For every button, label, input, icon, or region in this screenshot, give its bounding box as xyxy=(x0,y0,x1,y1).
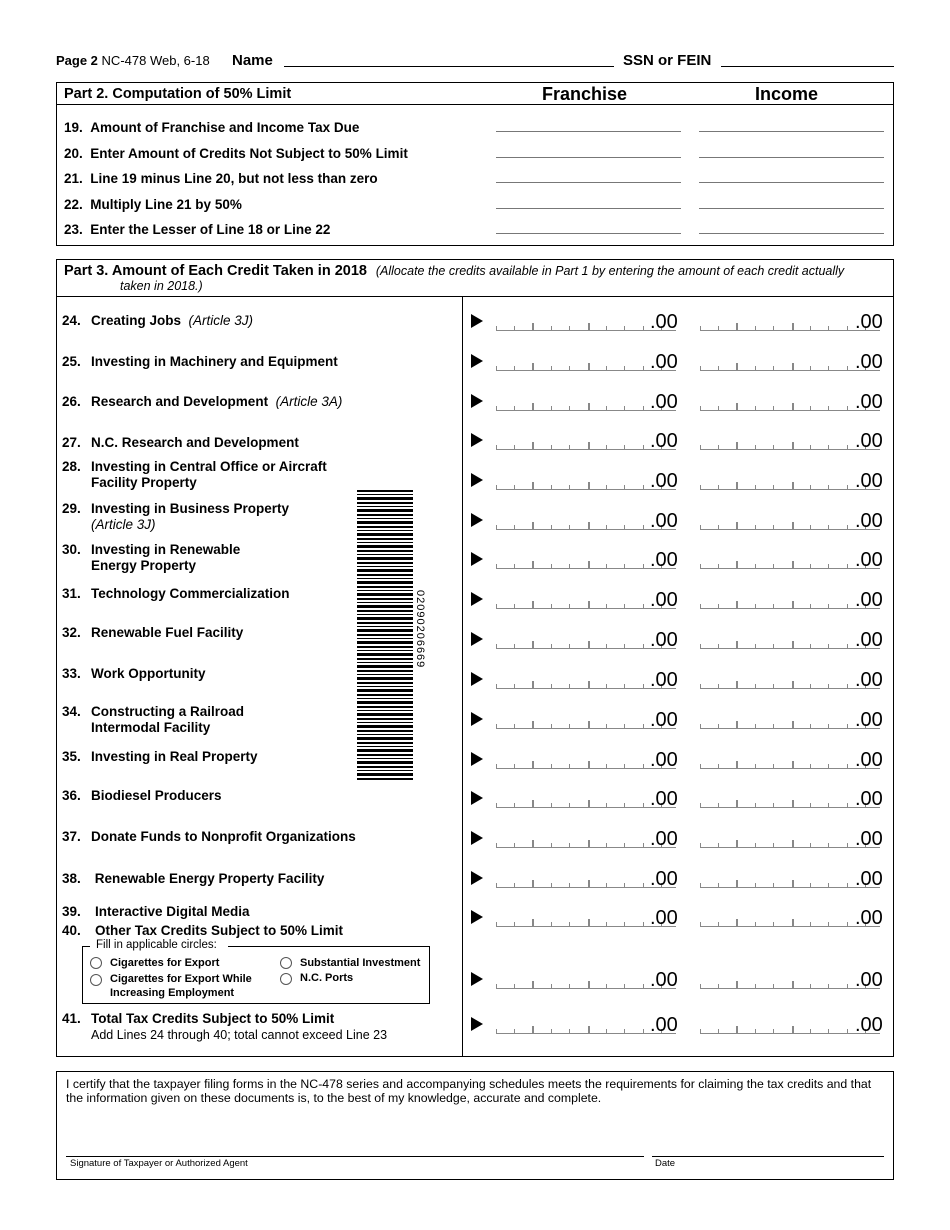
line-31-income-cents: .00 xyxy=(855,589,883,611)
line-25-franchise-field[interactable] xyxy=(496,362,676,371)
arrow-icon xyxy=(471,910,483,924)
part2-title: Part 2. Computation of 50% Limit xyxy=(64,86,292,102)
barcode xyxy=(357,490,413,782)
line-31-income-field[interactable] xyxy=(700,600,880,609)
col-income: Income xyxy=(755,84,819,104)
circle-substantial-investment[interactable] xyxy=(280,957,292,969)
circle-nc-ports[interactable] xyxy=(280,973,292,985)
arrow-icon xyxy=(471,871,483,885)
line-41: 41. Total Tax Credits Subject to 50% Limit Add Lines 24 through 40; total cannot exceed Line 23 xyxy=(62,1011,388,1042)
line-33: 33. Work Opportunity xyxy=(62,666,206,681)
signature-field[interactable] xyxy=(66,1156,644,1157)
line-19: 19. Amount of Franchise and Income Tax Due xyxy=(64,120,360,135)
line-30: 30. Investing in Renewable Energy Property xyxy=(62,542,241,573)
line-27: 27. N.C. Research and Development xyxy=(62,435,299,450)
line-40: 40. Other Tax Credits Subject to 50% Limit xyxy=(62,923,344,938)
line-26-income-cents: .00 xyxy=(855,391,883,413)
line-32-franchise-field[interactable] xyxy=(496,640,676,649)
line-38-income-field[interactable] xyxy=(700,879,880,888)
date-field[interactable] xyxy=(652,1156,884,1157)
line-33-franchise-cents: .00 xyxy=(650,669,678,691)
certify-text: I certify that the taxpayer filing forms in the NC-478 series and accompanying schedules meets the requirements for claiming the tax credits and that the information given on these documents is, to the best of my knowledge, accurate and complete. xyxy=(66,1077,872,1105)
part3-header xyxy=(64,263,884,279)
line-24-income-cents: .00 xyxy=(855,311,883,333)
arrow-icon xyxy=(471,513,483,527)
line-25-income-field[interactable] xyxy=(700,362,880,371)
line-37: 37. Donate Funds to Nonprofit Organizations xyxy=(62,829,356,844)
arrow-icon xyxy=(471,592,483,606)
arrow-icon xyxy=(471,552,483,566)
line-28-franchise-cents: .00 xyxy=(650,470,678,492)
line-23-franchise-field[interactable] xyxy=(496,233,681,234)
line-19-income-field[interactable] xyxy=(699,131,884,132)
line-28-income-cents: .00 xyxy=(855,470,883,492)
part3-note-2: taken in 2018.) xyxy=(120,279,203,293)
line-28-franchise-field[interactable] xyxy=(496,481,676,490)
line-35-franchise-field[interactable] xyxy=(496,760,676,769)
line-26-franchise-cents: .00 xyxy=(650,391,678,413)
line-34-income-field[interactable] xyxy=(700,720,880,729)
line-33-income-field[interactable] xyxy=(700,680,880,689)
line-39-40-franchise-cents: .00 xyxy=(650,907,678,929)
line-40-circles-franchise-cents: .00 xyxy=(650,969,678,991)
line-26: 26. Research and Development (Article 3A) xyxy=(62,394,343,409)
line-26-income-field[interactable] xyxy=(700,402,880,411)
line-38-franchise-field[interactable] xyxy=(496,879,676,888)
line-40-circles-income-cents: .00 xyxy=(855,969,883,991)
line-22: 22. Multiply Line 21 by 50% xyxy=(64,197,242,212)
line-30-franchise-field[interactable] xyxy=(496,560,676,569)
arrow-icon xyxy=(471,972,483,986)
arrow-icon xyxy=(471,473,483,487)
arrow-icon xyxy=(471,632,483,646)
line-24-franchise-field[interactable] xyxy=(496,322,676,331)
line-34-franchise-cents: .00 xyxy=(650,709,678,731)
col-franchise: Franchise xyxy=(542,84,628,104)
line-34-income-cents: .00 xyxy=(855,709,883,731)
line-40-circles-income-field[interactable] xyxy=(700,980,880,989)
ssn-field[interactable] xyxy=(721,66,894,67)
line-36-income-field[interactable] xyxy=(700,799,880,808)
line-21-franchise-field[interactable] xyxy=(496,182,681,183)
line-23: 23. Enter the Lesser of Line 18 or Line 22 xyxy=(64,222,331,237)
circle-label-nc-ports: N.C. Ports xyxy=(300,972,354,984)
barcode-number: 02090206669 xyxy=(414,590,426,669)
line-22-income-field[interactable] xyxy=(699,208,884,209)
line-23-income-field[interactable] xyxy=(699,233,884,234)
arrow-icon xyxy=(471,752,483,766)
line-33-franchise-field[interactable] xyxy=(496,680,676,689)
line-30-income-cents: .00 xyxy=(855,549,883,571)
line-37-franchise-cents: .00 xyxy=(650,828,678,850)
line-26-franchise-field[interactable] xyxy=(496,402,676,411)
line-36: 36. Biodiesel Producers xyxy=(62,788,222,803)
arrow-icon xyxy=(471,831,483,845)
line-38-income-cents: .00 xyxy=(855,868,883,890)
line-21: 21. Line 19 minus Line 20, but not less than zero xyxy=(64,171,378,186)
line-31: 31. Technology Commercialization xyxy=(62,586,290,601)
line-19-franchise-field[interactable] xyxy=(496,131,681,132)
line-32: 32. Renewable Fuel Facility xyxy=(62,625,244,640)
arrow-icon xyxy=(471,712,483,726)
arrow-icon xyxy=(471,1017,483,1031)
line-31-franchise-cents: .00 xyxy=(650,589,678,611)
form-id: NC-478 Web, 6-18 xyxy=(101,53,210,68)
line-30-income-field[interactable] xyxy=(700,560,880,569)
part3-note: (Allocate the credits available in Part 1 by entering the amount of each credit actually xyxy=(375,264,845,278)
line-28: 28. Investing in Central Office or Aircraft Facility Property xyxy=(62,459,327,490)
line-34: 34. Constructing a Railroad Intermodal Facility xyxy=(62,704,245,735)
circles-legend: Fill in applicable circles: xyxy=(96,939,217,951)
ssn-label: SSN or FEIN xyxy=(623,52,712,69)
line-32-income-field[interactable] xyxy=(700,640,880,649)
signature-label: Signature of Taxpayer or Authorized Agent xyxy=(70,1158,248,1169)
line-27-income-cents: .00 xyxy=(855,430,883,452)
line-36-franchise-cents: .00 xyxy=(650,788,678,810)
circle-label-cigarettes-export-employment: Cigarettes for Export While Increasing Employment xyxy=(110,973,252,999)
page-number: Page 2 xyxy=(56,53,98,68)
line-32-franchise-cents: .00 xyxy=(650,629,678,651)
line-36-franchise-field[interactable] xyxy=(496,799,676,808)
line-20-franchise-field[interactable] xyxy=(496,157,681,158)
line-25-franchise-cents: .00 xyxy=(650,351,678,373)
line-34-franchise-field[interactable] xyxy=(496,720,676,729)
line-33-income-cents: .00 xyxy=(855,669,883,691)
line-39: 39. Interactive Digital Media xyxy=(62,904,250,919)
line-29-franchise-cents: .00 xyxy=(650,510,678,532)
line-38: 38. Renewable Energy Property Facility xyxy=(62,871,325,886)
arrow-icon xyxy=(471,433,483,447)
line-37-franchise-field[interactable] xyxy=(496,839,676,848)
arrow-icon xyxy=(471,394,483,408)
line-41-franchise-field[interactable] xyxy=(496,1025,676,1034)
line-39-40-income-field[interactable] xyxy=(700,918,880,927)
line-24-income-field[interactable] xyxy=(700,322,880,331)
line-29-income-field[interactable] xyxy=(700,521,880,530)
arrow-icon xyxy=(471,672,483,686)
arrow-icon xyxy=(471,314,483,328)
line-39-40-franchise-field[interactable] xyxy=(496,918,676,927)
name-label: Name xyxy=(232,52,273,69)
line-27-franchise-cents: .00 xyxy=(650,430,678,452)
line-35-franchise-cents: .00 xyxy=(650,749,678,771)
arrow-icon xyxy=(471,791,483,805)
line-20-income-field[interactable] xyxy=(699,157,884,158)
line-40-circles-franchise-field[interactable] xyxy=(496,980,676,989)
line-22-franchise-field[interactable] xyxy=(496,208,681,209)
line-20: 20. Enter Amount of Credits Not Subject to 50% Limit xyxy=(64,146,408,161)
line-35-income-field[interactable] xyxy=(700,760,880,769)
line-41-income-field[interactable] xyxy=(700,1025,880,1034)
line-35: 35. Investing in Real Property xyxy=(62,749,258,764)
line-27-franchise-field[interactable] xyxy=(496,441,676,450)
circle-cigarettes-export-employment[interactable] xyxy=(90,974,102,986)
line-35-income-cents: .00 xyxy=(855,749,883,771)
line-39-40-income-cents: .00 xyxy=(855,907,883,929)
line-38-franchise-cents: .00 xyxy=(650,868,678,890)
line-36-income-cents: .00 xyxy=(855,788,883,810)
circle-label-cigarettes-export: Cigarettes for Export xyxy=(110,957,220,969)
line-32-income-cents: .00 xyxy=(855,629,883,651)
line-24-franchise-cents: .00 xyxy=(650,311,678,333)
line-25-income-cents: .00 xyxy=(855,351,883,373)
name-field[interactable] xyxy=(284,66,614,67)
circle-label-substantial-investment: Substantial Investment xyxy=(300,957,421,969)
line-21-income-field[interactable] xyxy=(699,182,884,183)
line-24: 24. Creating Jobs (Article 3J) xyxy=(62,313,254,328)
line-41-income-cents: .00 xyxy=(855,1014,883,1036)
line-29: 29. Investing in Business Property (Article 3J) xyxy=(62,501,290,532)
line-28-income-field[interactable] xyxy=(700,481,880,490)
line-37-income-field[interactable] xyxy=(700,839,880,848)
date-label: Date xyxy=(655,1158,676,1169)
arrow-icon xyxy=(471,354,483,368)
line-37-income-cents: .00 xyxy=(855,828,883,850)
line-29-franchise-field[interactable] xyxy=(496,521,676,530)
line-27-income-field[interactable] xyxy=(700,441,880,450)
part3-title: Part 3. Amount of Each Credit Taken in 2018 xyxy=(64,263,367,279)
line-29-income-cents: .00 xyxy=(855,510,883,532)
circle-cigarettes-export[interactable] xyxy=(90,957,102,969)
page-header xyxy=(56,53,210,68)
line-25: 25. Investing in Machinery and Equipment xyxy=(62,354,338,369)
line-41-franchise-cents: .00 xyxy=(650,1014,678,1036)
line-31-franchise-field[interactable] xyxy=(496,600,676,609)
line-30-franchise-cents: .00 xyxy=(650,549,678,571)
